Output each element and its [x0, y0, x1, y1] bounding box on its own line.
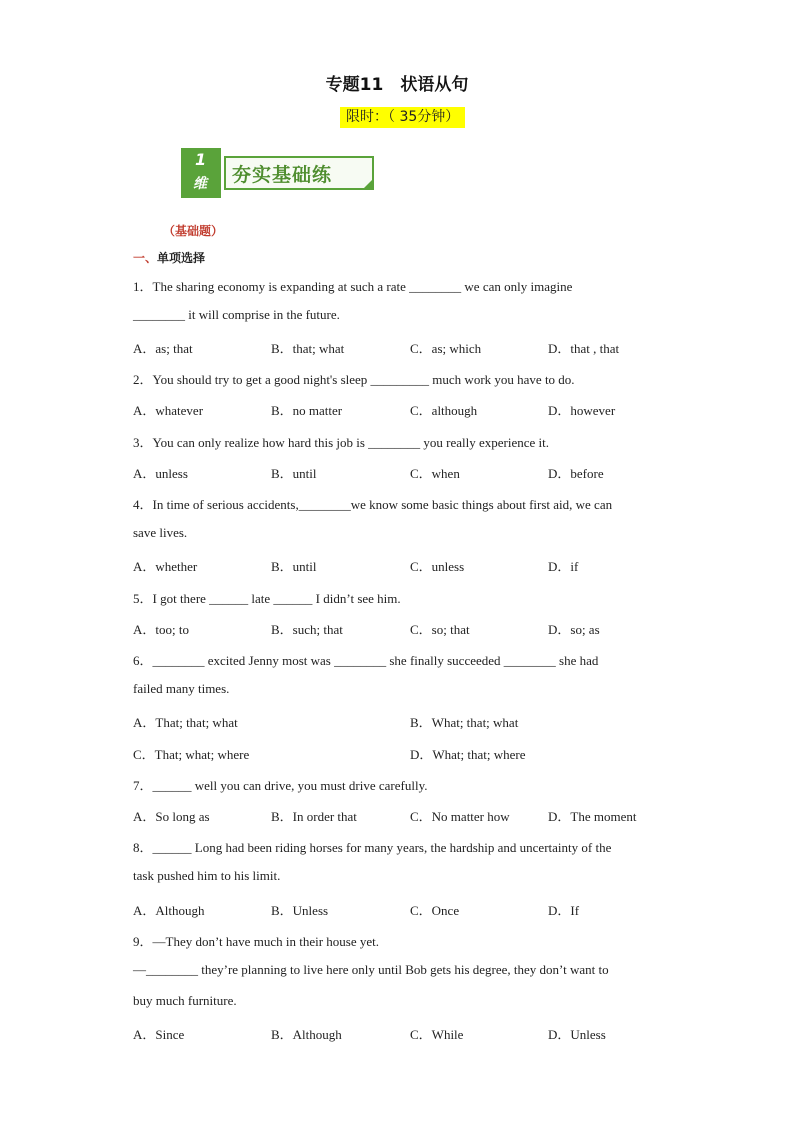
question-6-stem-line-2: failed many times. — [133, 681, 230, 696]
question-6-option-b[interactable]: B．What; that; what — [410, 715, 519, 730]
question-8-stem-line-1: 8．______ Long had been riding horses for many years, the hardship and uncertainty of the — [133, 840, 612, 855]
question-8-option-b[interactable]: B．Unless — [271, 903, 329, 918]
question-4-stem-line-1: 4．In time of serious accidents,________we know some basic things about first aid, we can — [133, 497, 613, 512]
section-banner — [181, 148, 375, 198]
question-7-option-c[interactable]: C．No matter how — [410, 809, 510, 824]
question-3-stem: 3．You can only realize how hard this job is ________ you really experience it. — [133, 435, 550, 450]
question-8-option-d[interactable]: D．If — [548, 903, 580, 918]
question-9-stem-line-3: buy much furniture. — [133, 993, 237, 1008]
question-8-stem-line-2: task pushed him to his limit. — [133, 868, 281, 883]
question-4-option-c[interactable]: C．unless — [410, 559, 465, 574]
question-5-stem: 5．I got there ______ late ______ I didn’t see him. — [133, 591, 401, 606]
question-5-option-d[interactable]: D．so; as — [548, 622, 600, 637]
question-4-option-d[interactable]: D．if — [548, 559, 579, 574]
question-2-stem: 2．You should try to get a good night's sleep _________ much work you have to do. — [133, 372, 575, 387]
question-6-option-c[interactable]: C．That; what; where — [133, 747, 250, 762]
banner-number-badge — [181, 148, 221, 198]
question-1-option-d[interactable]: D．that , that — [548, 341, 620, 356]
question-1-option-b[interactable]: B．that; what — [271, 341, 345, 356]
question-7-stem: 7．______ well you can drive, you must drive carefully. — [133, 778, 428, 793]
question-2-option-a[interactable]: A．whatever — [133, 403, 204, 418]
question-9-stem-line-2: —________ they’re planning to live here only until Bob gets his degree, they don’t want to — [133, 962, 609, 977]
question-5-option-a[interactable]: A．too; to — [133, 622, 189, 637]
question-6-option-a[interactable]: A．That; that; what — [133, 715, 238, 730]
question-3-option-b[interactable]: B．until — [271, 466, 317, 481]
question-2-option-d[interactable]: D．however — [548, 403, 616, 418]
page-title: 专题11 状语从句 — [325, 75, 469, 95]
question-4-option-a[interactable]: A．whether — [133, 559, 198, 574]
question-9-option-a[interactable]: A．Since — [133, 1027, 185, 1042]
section-title: 单项选择 — [157, 251, 206, 265]
banner-corner — [362, 180, 372, 190]
banner-number: 1 — [195, 150, 207, 169]
question-9-option-d[interactable]: D．Unless — [548, 1027, 606, 1042]
difficulty-level: （基础题） — [163, 224, 224, 238]
section-number: 一、 — [133, 251, 158, 265]
question-7-option-d[interactable]: D．The moment — [548, 809, 637, 824]
banner-label: 夯实基础练 — [232, 164, 333, 186]
question-2-option-b[interactable]: B．no matter — [271, 403, 343, 418]
question-2-option-c[interactable]: C．although — [410, 403, 478, 418]
question-8-option-c[interactable]: C．Once — [410, 903, 460, 918]
question-5-option-c[interactable]: C．so; that — [410, 622, 470, 637]
banner-sub: 维 — [193, 176, 207, 192]
question-3-option-d[interactable]: D．before — [548, 466, 604, 481]
question-1-stem-line-1: 1．The sharing economy is expanding at such a rate ________ we can only imagine — [133, 279, 573, 294]
question-5-option-b[interactable]: B．such; that — [271, 622, 343, 637]
question-3-option-a[interactable]: A．unless — [133, 466, 188, 481]
section-heading — [133, 249, 205, 266]
question-9-option-b[interactable]: B．Although — [271, 1027, 342, 1042]
time-limit: 限时：（ 35分钟） — [340, 107, 465, 128]
question-6-option-d[interactable]: D．What; that; where — [410, 747, 526, 762]
question-6-stem-line-1: 6．________ excited Jenny most was ________ she finally succeeded ________ she had — [133, 653, 599, 668]
question-9-stem-line-1: 9．—They don’t have much in their house yet. — [133, 934, 379, 949]
question-1-stem-line-2: ________ it will comprise in the future. — [133, 307, 340, 322]
question-8-option-a[interactable]: A．Although — [133, 903, 205, 918]
banner-label-box — [224, 156, 374, 190]
question-1-option-a[interactable]: A．as; that — [133, 341, 193, 356]
question-7-option-b[interactable]: B．In order that — [271, 809, 357, 824]
question-4-option-b[interactable]: B．until — [271, 559, 317, 574]
question-7-option-a[interactable]: A．So long as — [133, 809, 210, 824]
question-9-option-c[interactable]: C．While — [410, 1027, 464, 1042]
question-1-option-c[interactable]: C．as; which — [410, 341, 482, 356]
question-4-stem-line-2: save lives. — [133, 525, 188, 540]
question-3-option-c[interactable]: C．when — [410, 466, 460, 481]
